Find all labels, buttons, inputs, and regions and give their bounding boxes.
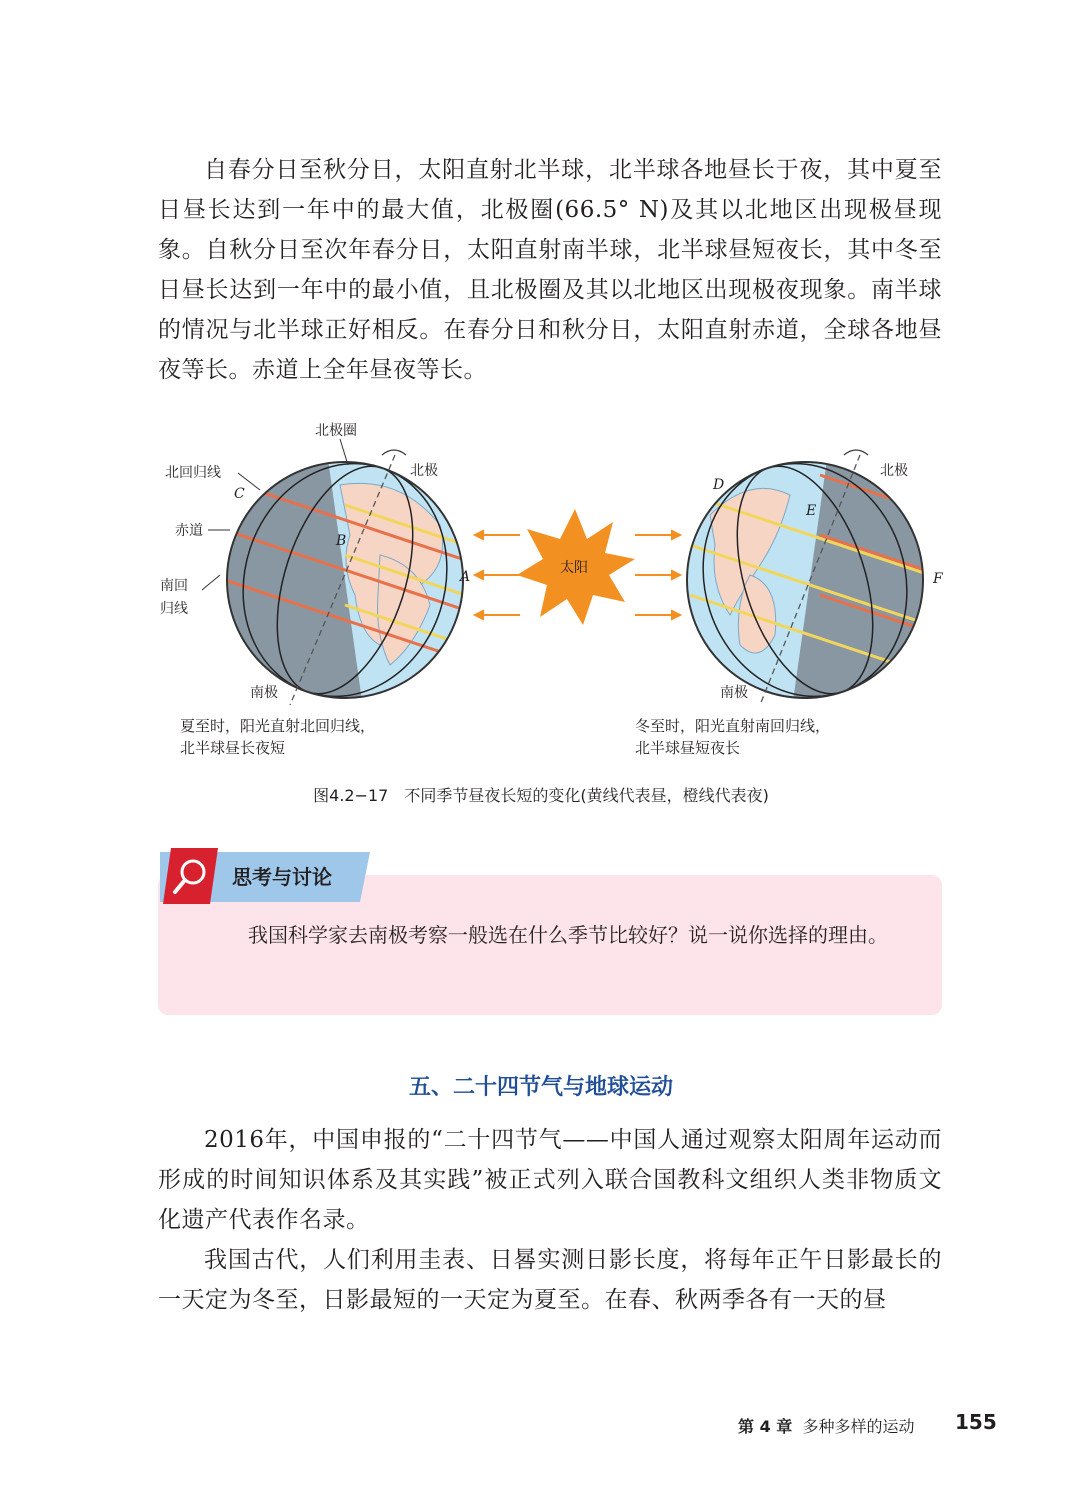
label-north-pole-left: 北极	[410, 463, 438, 479]
day-night-figure	[150, 415, 950, 735]
think-title: 思考与讨论	[232, 865, 332, 889]
label-south-pole-left: 南极	[250, 685, 278, 701]
section-title: 五、二十四节气与地球运动	[408, 1075, 673, 1100]
letter-A: A	[460, 569, 471, 585]
letter-F: F	[933, 571, 943, 587]
caption-summer-line2: 北半球昼长夜短	[180, 739, 286, 757]
caption-summer	[180, 715, 375, 759]
label-tropic-capricorn-2: 归线	[160, 601, 188, 617]
label-equator: 赤道	[175, 523, 203, 539]
think-question: 我国科学家去南极考察一般选在什么季节比较好？说一说你选择的理由。	[248, 923, 888, 947]
label-tropic-capricorn-1: 南回	[160, 578, 188, 594]
figure-title: 图4.2−17 不同季节昼夜长短的变化(黄线代表昼，橙线代表夜)	[313, 786, 769, 805]
page-number: 155	[955, 1410, 997, 1434]
paragraph-solar-terms: 2016年，中国申报的“二十四节气——中国人通过观察太阳周年运动而形成的时间知识体系及其实践”被正式列入联合国教科文组织人类非物质文化遗产代表作名录。	[158, 1127, 942, 1233]
sun	[517, 509, 635, 625]
letter-C: C	[234, 486, 245, 502]
label-south-pole-right: 南极	[720, 685, 748, 701]
label-arctic-circle: 北极圈	[315, 423, 357, 439]
caption-winter-line2: 北半球昼短夜长	[635, 739, 741, 757]
footer-chapter	[738, 1414, 914, 1437]
caption-winter	[635, 715, 830, 759]
letter-E: E	[806, 503, 817, 519]
chapter-title: 多种多样的运动	[802, 1417, 915, 1436]
caption-summer-line1: 夏至时，阳光直射北回归线，	[180, 717, 376, 735]
sunlight-arrows-right	[635, 531, 680, 619]
label-north-pole-right: 北极	[880, 463, 908, 479]
paragraph-seasons: 自春分日至秋分日，太阳直射北半球，北半球各地昼长于夜，其中夏至日昼长达到一年中的最大值，北极圈(66.5° N)及其以北地区出现极昼现象。自秋分日至次年春分日，太阳直射南半球，北半球昼短夜长，其中冬至日昼长达到一年中的最小值，且北极圈及其以北地区出现极夜现象。南半球的情况与北半球正好相反。在春分日和秋分日，太阳直射赤道，全球各地昼夜等长。赤道上全年昼夜等长。	[158, 157, 942, 383]
magnifier-icon	[163, 848, 218, 904]
chapter-number: 第 4 章	[738, 1417, 793, 1436]
globe-summer	[204, 437, 480, 731]
caption-winter-line1: 冬至时，阳光直射南回归线，	[635, 717, 831, 735]
letter-B: B	[336, 533, 347, 549]
letter-D: D	[713, 477, 725, 493]
sun-label: 太阳	[560, 560, 588, 576]
sunlight-arrows-left	[475, 531, 520, 619]
label-tropic-cancer: 北回归线	[165, 465, 221, 481]
paragraph-gnomon: 我国古代，人们利用圭表、日晷实测日影长度，将每年正午日影最长的一天定为冬至，日影最短的一天定为夏至。在春、秋两季各有一天的昼	[158, 1247, 942, 1313]
